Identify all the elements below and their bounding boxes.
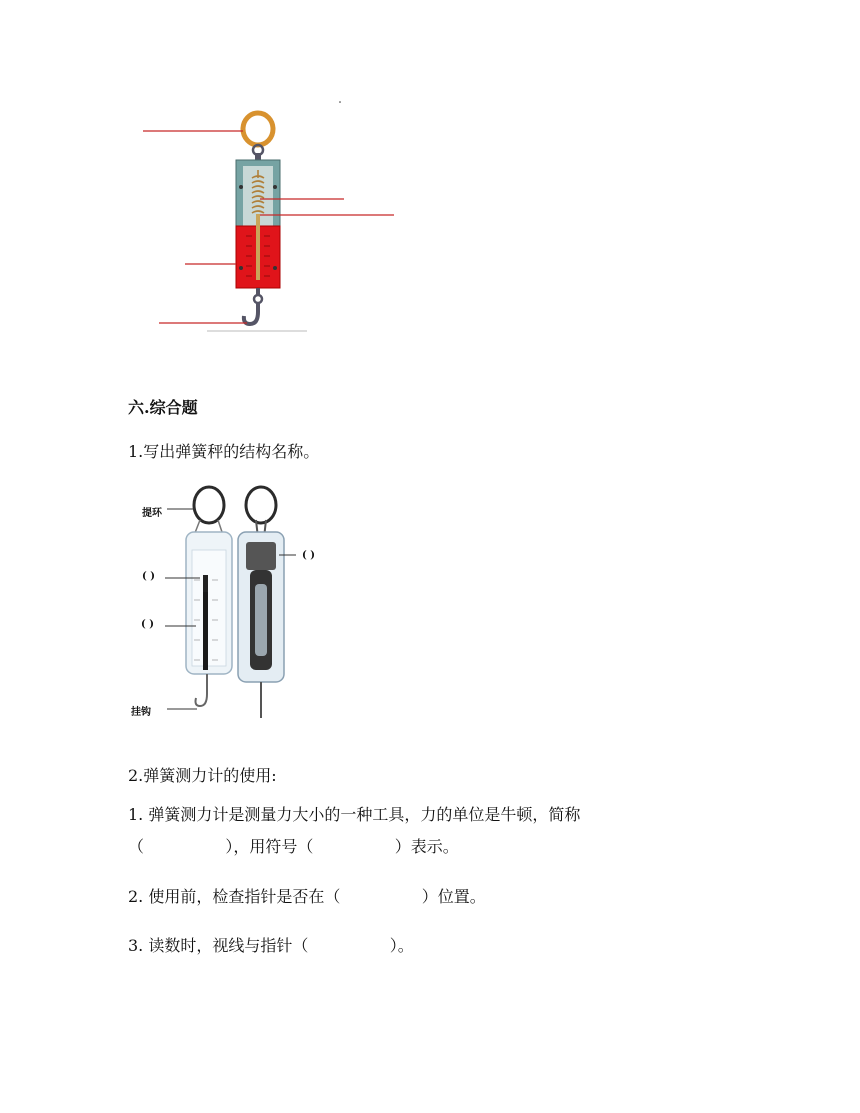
question-2-title: 2.弹簧测力计的使用: [128,766,277,785]
transparent-spring-scales-figure [0,480,860,740]
question-2-item-2: 2. 使用前，检查指针是否在（ ）位置。 [128,887,486,906]
question-2-item-1-line-2: （ ），用符号（ ）表示。 [128,837,459,856]
section-title: 六.综合题 [128,398,198,417]
label-ring: 提环 [142,508,162,519]
label-blank-a: ( ) [142,571,155,582]
question-2-item-3: 3. 读数时，视线与指针（ ）。 [128,936,414,955]
spring-scale-diagram [0,0,860,360]
label-hook: 挂钩 [131,707,151,718]
label-blank-b: ( ) [141,619,154,630]
label-blank-c: ( ) [302,550,315,561]
question-2-item-1-line-1: 1. 弹簧测力计是测量力大小的一种工具，力的单位是牛顿，简称 [128,805,581,824]
question-1-text: 1.写出弹簧秤的结构名称。 [128,442,320,461]
